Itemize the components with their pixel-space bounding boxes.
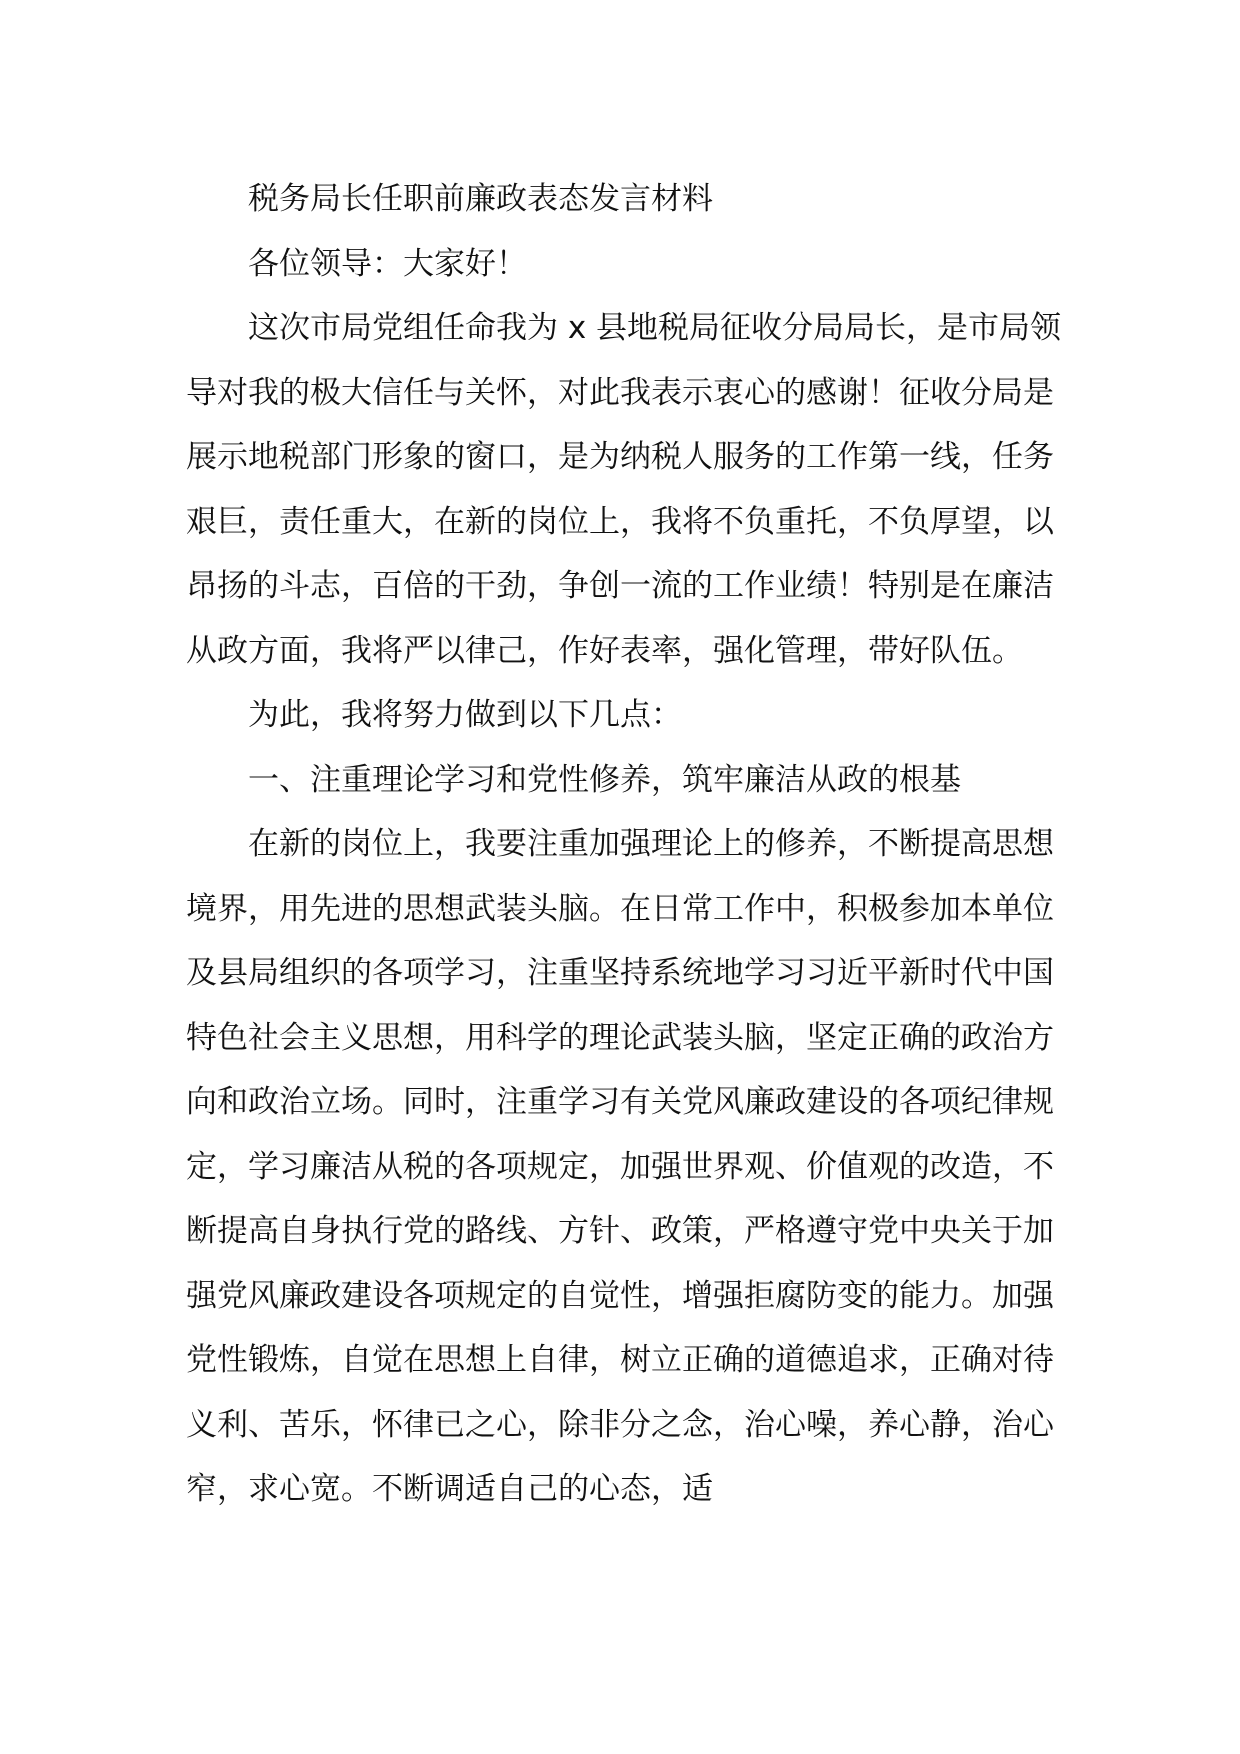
paragraph: 这次市局党组任命我为 x 县地税局征收分局局长，是市局领导对我的极大信任与关怀，对此我表示衷心的感谢！征收分局是展示地税部门形象的窗口，是为纳税人服务的工作第一线，任务艰巨，责任重大，在新的岗位上，我将不负重托，不负厚望，以昂扬的斗志，百倍的干劲，争创一流的工作业绩！特别是在廉洁从政方面，我将严以律己，作好表率，强化管理，带好队伍。: [186, 310, 1062, 669]
paragraph: 在新的岗位上，我要注重加强理论上的修养，不断提高思想境界，用先进的思想武装头脑。在日常工作中，积极参加本单位及县局组织的各项学习，注重坚持系统地学习习近平新时代中国特色社会主义思想，用科学的理论武装头脑，坚定正确的政治方向和政治立场。同时，注重学习有关党风廉政建设的各项纪律规定，学习廉洁从税的各项规定，加强世界观、价值观的改造，不断提高自身执行党的路线、方针、政策，严格遵守党中央关于加强党风廉政建设各项规定的自觉性，增强拒腐防变的能力。加强党性锻炼，自觉在思想上自律，树立正确的道德追求，正确对待义利、苦乐，怀律已之心，除非分之念，治心噪，养心静，治心窄，求心宽。不断调适自己的心态，适: [186, 826, 1054, 1507]
section-heading: 一、注重理论学习和党性修养，筑牢廉洁从政的根基: [248, 761, 961, 798]
document-title: 税务局长任职前廉政表态发言材料: [248, 181, 713, 217]
paragraph: 为此，我将努力做到以下几点：: [248, 697, 682, 733]
salutation: 各位领导：大家好！: [248, 245, 527, 282]
document-body: [186, 167, 1066, 1522]
